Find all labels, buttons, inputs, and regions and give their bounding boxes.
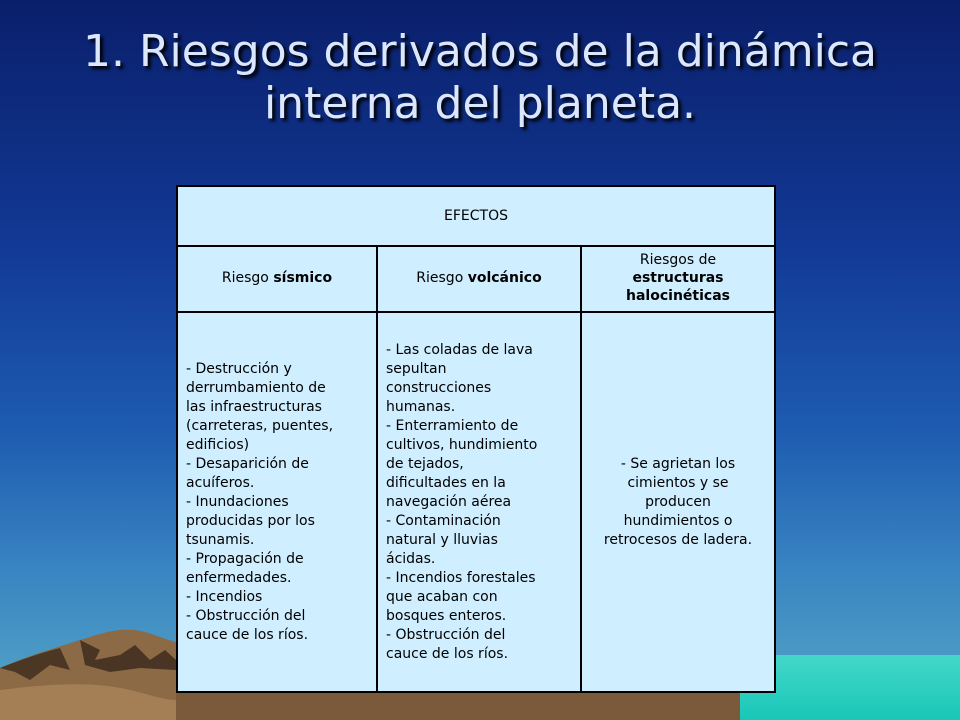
column-text xyxy=(604,455,752,550)
text-line: acuíferos. xyxy=(186,474,255,491)
column-text xyxy=(186,360,333,645)
column-header xyxy=(582,245,774,313)
column-header-prefix: Riesgo xyxy=(221,270,274,286)
column-text xyxy=(386,341,537,664)
text-line: construcciones xyxy=(386,379,492,396)
column-header-bold: estructuras halocinéticas xyxy=(626,270,730,304)
text-line: natural y lluvias xyxy=(386,531,498,548)
text-line: - Destrucción y xyxy=(186,360,292,377)
text-line: cauce de los ríos. xyxy=(186,626,309,643)
text-line: que acaban con xyxy=(386,588,498,605)
column-header-prefix: Riesgos de xyxy=(639,252,717,268)
text-line: - Incendios xyxy=(186,588,263,605)
text-line: - Obstrucción del xyxy=(386,626,506,643)
text-line: - Las coladas de lava xyxy=(386,341,533,358)
table-header xyxy=(178,187,774,247)
text-line: retrocesos de ladera. xyxy=(603,531,753,548)
text-line: ácidas. xyxy=(386,550,436,567)
text-line: - Incendios forestales xyxy=(386,569,536,586)
column-body xyxy=(178,313,376,691)
text-line: sepultan xyxy=(386,360,447,377)
table-header-label: EFECTOS xyxy=(444,208,508,224)
text-line: - Enterramiento de xyxy=(386,417,519,434)
table-columns xyxy=(178,245,774,693)
text-line: navegación aérea xyxy=(386,493,512,510)
slide-title: 1. Riesgos derivados de la dinámica interna del planeta. xyxy=(83,26,877,129)
effects-table xyxy=(176,185,776,693)
text-line: humanas. xyxy=(386,398,456,415)
text-line: producidas por los xyxy=(186,512,315,529)
text-line: (carreteras, puentes, xyxy=(186,417,334,434)
text-line: bosques enteros. xyxy=(386,607,507,624)
text-line: - Propagación de xyxy=(186,550,304,567)
column-sismico xyxy=(178,245,378,693)
column-header xyxy=(178,245,376,313)
text-line: derrumbamiento de xyxy=(186,379,326,396)
text-line: - Obstrucción del xyxy=(186,607,306,624)
column-body xyxy=(378,313,580,691)
text-line: cauce de los ríos. xyxy=(386,645,509,662)
text-line: enfermedades. xyxy=(186,569,292,586)
column-header-prefix: Riesgo xyxy=(416,270,468,286)
column-header xyxy=(378,245,580,313)
text-line: - Desaparición de xyxy=(186,455,309,472)
text-line: - Se agrietan los xyxy=(620,455,736,472)
text-line: cultivos, hundimiento xyxy=(386,436,538,453)
text-line: - Inundaciones xyxy=(186,493,289,510)
text-line: cimientos y se xyxy=(627,474,729,491)
text-line: edificios) xyxy=(186,436,250,453)
column-body xyxy=(582,313,774,691)
column-header-bold: volcánico xyxy=(467,270,542,286)
column-volcanico xyxy=(378,245,582,693)
text-line: de tejados, xyxy=(386,455,464,472)
text-line: las infraestructuras xyxy=(186,398,322,415)
text-line: tsunamis. xyxy=(186,531,255,548)
column-halocineticas xyxy=(582,245,774,693)
text-line: hundimientos o xyxy=(623,512,733,529)
text-line: - Contaminación xyxy=(386,512,501,529)
text-line: producen xyxy=(645,493,711,510)
column-header-bold: sísmico xyxy=(273,270,333,286)
text-line: dificultades en la xyxy=(386,474,506,491)
